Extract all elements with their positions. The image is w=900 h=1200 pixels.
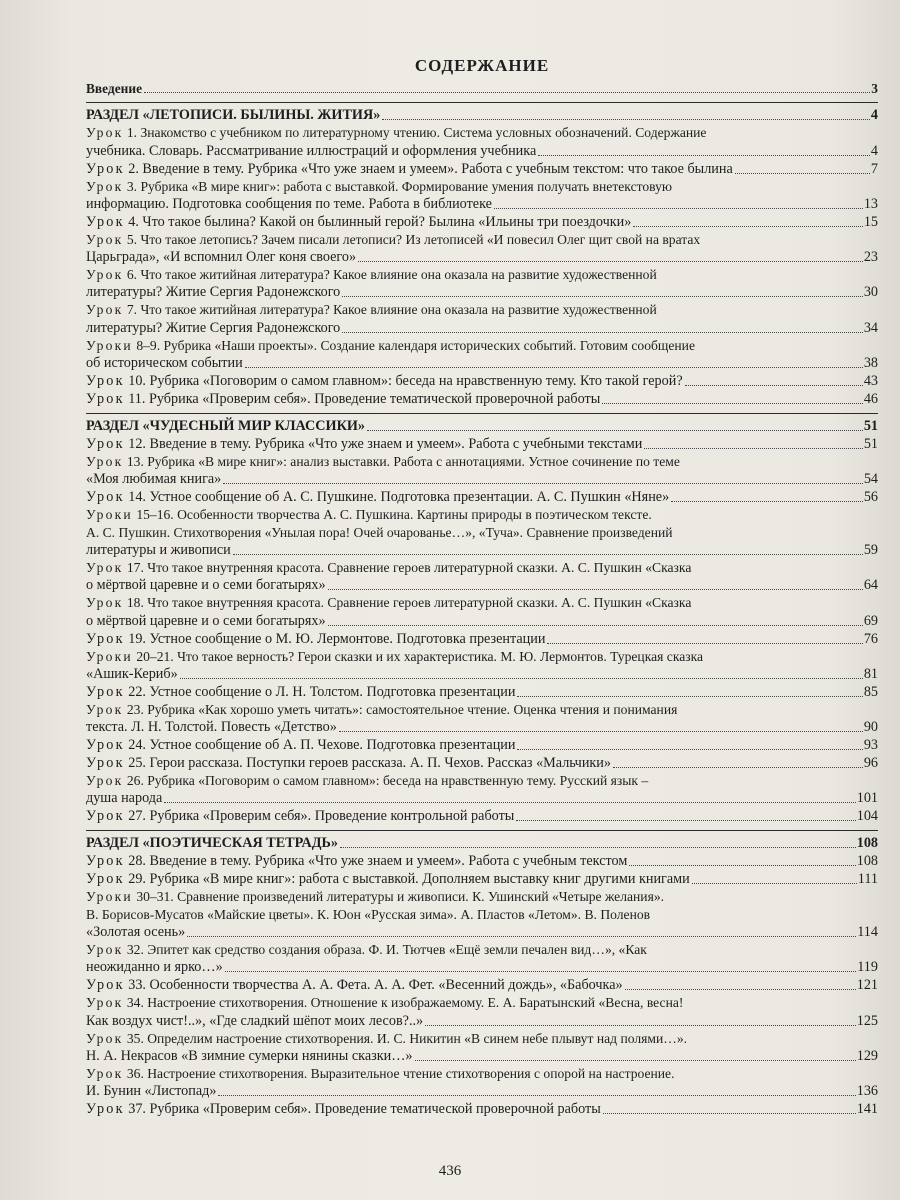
lesson-text: 37. Рубрика «Проверим себя». Проведение тематической проверочной работы bbox=[128, 1101, 601, 1118]
lesson-text: текста. Л. Н. Толстой. Повесть «Детство» bbox=[86, 719, 337, 736]
dot-leader bbox=[516, 820, 855, 821]
lesson-text: «Моя любимая книга» bbox=[86, 471, 222, 488]
lesson-prefix: Урок bbox=[86, 755, 125, 772]
lesson-prefix: Урок bbox=[86, 595, 124, 611]
entry-label: Введение bbox=[86, 81, 143, 96]
lesson-text: 2. Введение в тему. Рубрика «Что уже знаем и умеем». Работа с учебным текстом: что такое былина bbox=[128, 160, 733, 177]
entry-page: 85 bbox=[863, 683, 878, 700]
dot-leader bbox=[517, 696, 862, 697]
lesson-text: 13. Рубрика «В мире книг»: анализ выставки. Работа с аннотациями. Устное сочинение по теме bbox=[126, 454, 680, 470]
lesson-prefix: Урок bbox=[86, 559, 124, 575]
entry-page: 125 bbox=[856, 1012, 878, 1029]
dot-leader bbox=[339, 731, 863, 732]
lesson-text-wrap bbox=[86, 248, 356, 266]
toc-entry bbox=[86, 488, 878, 506]
toc-entry bbox=[86, 195, 878, 213]
lesson-text-wrap bbox=[86, 630, 545, 648]
lesson-prefix: Урок bbox=[86, 773, 124, 789]
lesson-line bbox=[86, 266, 878, 283]
dot-leader bbox=[633, 226, 862, 227]
entry-page: 13 bbox=[863, 195, 878, 212]
section-page: 108 bbox=[856, 835, 878, 852]
toc-entry bbox=[86, 1100, 878, 1118]
lesson-text: 24. Устное сообщение об А. П. Чехове. Подготовка презентации bbox=[128, 737, 516, 754]
lesson-line bbox=[86, 231, 878, 248]
lesson-line bbox=[86, 506, 878, 523]
dot-leader bbox=[625, 989, 856, 990]
dot-leader bbox=[494, 208, 863, 209]
lesson-text: 15–16. Особенности творчества А. С. Пушкина. Картины природы в поэтическом тексте. bbox=[136, 507, 652, 523]
dot-leader bbox=[644, 448, 862, 449]
dot-leader bbox=[164, 802, 855, 803]
lesson-text: информацию. Подготовка сообщения по теме. Работа в библиотеке bbox=[86, 195, 492, 212]
lesson-line bbox=[86, 941, 878, 958]
lesson-text-wrap bbox=[86, 142, 536, 160]
lesson-prefix: Урок bbox=[86, 391, 125, 408]
lesson-prefix: Урок bbox=[86, 995, 124, 1011]
lesson-prefix: Урок bbox=[86, 853, 125, 870]
toc-entry bbox=[86, 1012, 878, 1030]
toc-entry bbox=[86, 754, 878, 772]
lesson-text-wrap bbox=[86, 1082, 216, 1100]
intro-entry bbox=[86, 80, 878, 97]
lesson-prefix: Урок bbox=[86, 267, 124, 283]
lesson-text-wrap bbox=[86, 789, 162, 807]
toc-entry bbox=[86, 630, 878, 648]
entry-page: 4 bbox=[870, 142, 878, 159]
lesson-text: 17. Что такое внутренняя красота. Сравнение героев литературной сказки. А. С. Пушкин «Сказка bbox=[126, 559, 692, 575]
lesson-text: 28. Введение в тему. Рубрика «Что уже знаем и умеем». Работа с учебным текстом bbox=[128, 853, 628, 870]
lesson-text-wrap bbox=[86, 754, 611, 772]
dot-leader bbox=[547, 643, 862, 644]
lesson-prefix: Урок bbox=[86, 231, 124, 247]
dot-leader bbox=[342, 332, 863, 333]
lesson-text-wrap bbox=[86, 958, 223, 976]
dot-leader bbox=[538, 155, 870, 156]
lesson-text: 20–21. Что такое верность? Герои сказки и их характеристика. М. Ю. Лермонтов. Турецкая сказка bbox=[136, 648, 704, 664]
lesson-line bbox=[86, 337, 878, 354]
dot-leader bbox=[328, 625, 863, 626]
lesson-text: И. Бунин «Листопад» bbox=[86, 1083, 217, 1100]
lesson-text-wrap bbox=[86, 319, 340, 337]
entry-page: 69 bbox=[863, 612, 878, 629]
dot-leader bbox=[613, 767, 863, 768]
toc-entry bbox=[86, 870, 878, 888]
toc-entry bbox=[86, 665, 878, 683]
lesson-text: В. Борисов-Мусатов «Майские цветы». К. Юон «Русская зима». А. Пластов «Летом». В. Поленов bbox=[86, 906, 651, 922]
lesson-line bbox=[86, 301, 878, 318]
toc-entry bbox=[86, 807, 878, 825]
toc-entry bbox=[86, 923, 878, 941]
lesson-prefix: Урок bbox=[86, 213, 125, 230]
lesson-text: 29. Рубрика «В мире книг»: работа с выставкой. Дополняем выставку книг другими книгами bbox=[128, 871, 690, 888]
lesson-line bbox=[86, 772, 878, 789]
page-number: 436 bbox=[438, 1163, 462, 1179]
section-heading bbox=[86, 106, 878, 124]
lesson-text: учебника. Словарь. Рассматривание иллюстраций и оформления учебника bbox=[86, 142, 537, 159]
toc-entry bbox=[86, 435, 878, 453]
lesson-text-wrap bbox=[86, 683, 515, 701]
lesson-text-wrap bbox=[86, 870, 690, 888]
entry-page: 129 bbox=[856, 1047, 878, 1064]
toc-entry bbox=[86, 976, 878, 994]
lesson-prefix: Урок bbox=[86, 871, 125, 888]
lesson-text-wrap bbox=[86, 976, 623, 994]
entry-page: 96 bbox=[863, 755, 878, 772]
lesson-text-wrap bbox=[86, 213, 631, 231]
toc-entry bbox=[86, 612, 878, 630]
entry-page: 101 bbox=[856, 790, 878, 807]
lesson-line bbox=[86, 1065, 878, 1082]
section-title: РАЗДЕЛ «ЛЕТОПИСИ. БЫЛИНЫ. ЖИТИЯ» bbox=[86, 107, 381, 124]
toc-entry bbox=[86, 354, 878, 372]
entry-page: 59 bbox=[863, 541, 878, 558]
dot-leader bbox=[223, 483, 863, 484]
lesson-text-wrap bbox=[86, 488, 669, 506]
dot-leader bbox=[425, 1025, 856, 1026]
lesson-line bbox=[86, 906, 878, 923]
toc-section bbox=[86, 102, 878, 408]
toc-entry bbox=[86, 683, 878, 701]
entry-page: 64 bbox=[863, 577, 878, 594]
entry-page: 104 bbox=[856, 808, 878, 825]
lesson-text-wrap bbox=[86, 612, 326, 630]
lesson-text-wrap bbox=[86, 718, 337, 736]
dot-leader bbox=[692, 883, 857, 884]
lesson-line bbox=[86, 178, 878, 195]
lesson-prefix: Урок bbox=[86, 808, 125, 825]
section-page: 4 bbox=[870, 107, 878, 124]
lesson-text: Н. А. Некрасов «В зимние сумерки нянины сказки…» bbox=[86, 1047, 413, 1064]
lesson-prefix: Урок bbox=[86, 630, 125, 647]
entry-page: 119 bbox=[857, 959, 878, 976]
lesson-text: 10. Рубрика «Поговорим о самом главном»: беседа на нравственную тему. Кто такой герой? bbox=[128, 373, 683, 390]
entry-page: 46 bbox=[863, 391, 878, 408]
entry-page: 108 bbox=[856, 853, 878, 870]
lesson-text: 27. Рубрика «Проверим себя». Проведение контрольной работы bbox=[128, 808, 515, 825]
lesson-prefix: Урок bbox=[86, 737, 125, 754]
toc-entry bbox=[86, 470, 878, 488]
toc-entry bbox=[86, 541, 878, 559]
toc-entry bbox=[86, 576, 878, 594]
dot-leader bbox=[685, 385, 863, 386]
entry-page: 23 bbox=[863, 249, 878, 266]
lesson-line bbox=[86, 701, 878, 718]
lesson-line bbox=[86, 594, 878, 611]
lesson-line bbox=[86, 1030, 878, 1047]
lesson-text-wrap bbox=[86, 160, 733, 178]
lesson-text: 5. Что такое летопись? Зачем писали летописи? Из летописей «И повесил Олег щит свой на вратах bbox=[126, 231, 701, 247]
entry-page: 111 bbox=[857, 871, 878, 888]
lesson-prefix: Урок bbox=[86, 436, 125, 453]
entry-page: 30 bbox=[863, 284, 878, 301]
lesson-prefix: Урок bbox=[86, 373, 125, 390]
lesson-prefix: Уроки bbox=[86, 648, 133, 664]
lesson-prefix: Урок bbox=[86, 683, 125, 700]
lesson-text: о мёртвой царевне и о семи богатырях» bbox=[86, 577, 326, 594]
lesson-text: «Ашик-Кериб» bbox=[86, 665, 178, 682]
lesson-text: 11. Рубрика «Проверим себя». Проведение тематической проверочной работы bbox=[128, 391, 601, 408]
lesson-line bbox=[86, 453, 878, 470]
dot-leader bbox=[218, 1095, 855, 1096]
lesson-text: 35. Определим настроение стихотворения. И. С. Никитин «В синем небе плывут над полями…». bbox=[126, 1030, 688, 1046]
lesson-text: о мёртвой царевне и о семи богатырях» bbox=[86, 612, 326, 629]
entry-page: 114 bbox=[857, 924, 878, 941]
entry-page: 90 bbox=[863, 719, 878, 736]
dot-leader bbox=[602, 403, 863, 404]
lesson-text: 1. Знакомство с учебником по литературному чтению. Система условных обозначений. Содержание bbox=[126, 125, 707, 141]
lesson-text: «Золотая осень» bbox=[86, 924, 186, 941]
lesson-line bbox=[86, 888, 878, 905]
lesson-text-wrap bbox=[86, 852, 627, 870]
toc-entry bbox=[86, 160, 878, 178]
lesson-text: 34. Настроение стихотворения. Отношение к изображаемому. Е. А. Баратынский «Весна, весна! bbox=[126, 995, 684, 1011]
toc-entry bbox=[86, 852, 878, 870]
dot-leader bbox=[340, 847, 856, 848]
dot-leader bbox=[735, 173, 870, 174]
lesson-text: 7. Что такое житийная литература? Какое влияние она оказала на развитие художественной bbox=[126, 302, 657, 318]
entry-page: 76 bbox=[863, 630, 878, 647]
entry-page: 51 bbox=[863, 436, 878, 453]
lesson-text: А. С. Пушкин. Стихотворения «Унылая пора! Очей очарованье…», «Туча». Сравнение произведений bbox=[86, 524, 673, 540]
dot-leader bbox=[629, 865, 855, 866]
lesson-prefix: Урок bbox=[86, 977, 125, 994]
lesson-text: душа народа bbox=[86, 790, 163, 807]
toc-entry bbox=[86, 319, 878, 337]
entry-page: 38 bbox=[863, 355, 878, 372]
lesson-text: 14. Устное сообщение об А. С. Пушкине. Подготовка презентации. А. С. Пушкин «Няне» bbox=[128, 489, 670, 506]
entry-page: 3 bbox=[871, 81, 878, 96]
lesson-text-wrap bbox=[86, 1047, 413, 1065]
lesson-text-wrap bbox=[86, 807, 514, 825]
toc-entry bbox=[86, 142, 878, 160]
lesson-line bbox=[86, 648, 878, 665]
lesson-text: 22. Устное сообщение о Л. Н. Толстом. Подготовка презентации bbox=[128, 683, 516, 700]
table-of-contents bbox=[86, 56, 878, 1118]
lesson-text: неожиданно и ярко…» bbox=[86, 959, 223, 976]
toc-entry bbox=[86, 789, 878, 807]
lesson-text: 6. Что такое житийная литература? Какое влияние она оказала на развитие художественной bbox=[126, 267, 657, 283]
toc-entry bbox=[86, 248, 878, 266]
lesson-text-wrap bbox=[86, 283, 340, 301]
lesson-text-wrap bbox=[86, 1012, 423, 1030]
lesson-text-wrap bbox=[86, 923, 185, 941]
lesson-text-wrap bbox=[86, 390, 600, 408]
section-title: РАЗДЕЛ «ПОЭТИЧЕСКАЯ ТЕТРАДЬ» bbox=[86, 835, 338, 852]
lesson-prefix: Урок bbox=[86, 1101, 125, 1118]
dot-leader bbox=[517, 749, 862, 750]
lesson-text: 36. Настроение стихотворения. Выразительное чтение стихотворения с опорой на настроение. bbox=[126, 1065, 675, 1081]
lesson-line bbox=[86, 124, 878, 141]
entry-page: 121 bbox=[856, 977, 878, 994]
lesson-text: литературы? Житие Сергия Радонежского bbox=[86, 284, 341, 301]
lesson-line bbox=[86, 994, 878, 1011]
lesson-text-wrap bbox=[86, 576, 326, 594]
toc-entry bbox=[86, 390, 878, 408]
dot-leader bbox=[342, 296, 863, 297]
lesson-text: 3. Рубрика «В мире книг»: работа с выставкой. Формирование умения получать внетекстовую bbox=[126, 178, 673, 194]
lesson-prefix: Урок bbox=[86, 178, 124, 194]
lesson-text: Как воздух чист!..», «Где сладкий шёпот моих лесов?..» bbox=[86, 1012, 424, 1029]
dot-leader bbox=[233, 554, 863, 555]
lesson-prefix: Урок bbox=[86, 454, 124, 470]
lesson-text: 23. Рубрика «Как хорошо уметь читать»: самостоятельное чтение. Оценка чтения и понимания bbox=[126, 701, 678, 717]
toc-entry bbox=[86, 958, 878, 976]
toc-entry bbox=[86, 372, 878, 390]
lesson-prefix: Урок bbox=[86, 125, 124, 141]
lesson-text-wrap bbox=[86, 665, 178, 683]
dot-leader bbox=[415, 1060, 856, 1061]
lesson-prefix: Урок bbox=[86, 302, 124, 318]
entry-page: 56 bbox=[863, 489, 878, 506]
page-title: СОДЕРЖАНИЕ bbox=[414, 56, 550, 75]
lesson-text-wrap bbox=[86, 736, 515, 754]
entry-page: 15 bbox=[863, 213, 878, 230]
lesson-prefix: Уроки bbox=[86, 889, 133, 905]
lesson-text: литературы? Житие Сергия Радонежского bbox=[86, 319, 341, 336]
entry-page: 81 bbox=[863, 665, 878, 682]
entry-page: 141 bbox=[856, 1101, 878, 1118]
section-heading bbox=[86, 834, 878, 852]
lesson-line bbox=[86, 524, 878, 541]
dot-leader bbox=[382, 119, 870, 120]
entry-page: 93 bbox=[863, 737, 878, 754]
toc-section bbox=[86, 830, 878, 1118]
lesson-prefix: Уроки bbox=[86, 337, 133, 353]
dot-leader bbox=[328, 589, 863, 590]
entry-page: 54 bbox=[863, 471, 878, 488]
toc-section bbox=[86, 413, 878, 825]
toc-entry bbox=[86, 213, 878, 231]
dot-leader bbox=[358, 261, 863, 262]
lesson-text: об историческом событии bbox=[86, 355, 243, 372]
lesson-prefix: Урок bbox=[86, 1065, 124, 1081]
dot-leader bbox=[367, 430, 863, 431]
lesson-text: 33. Особенности творчества А. А. Фета. А. А. Фет. «Весенний дождь», «Бабочка» bbox=[128, 977, 623, 994]
lesson-text: 25. Герои рассказа. Поступки героев рассказа. А. П. Чехов. Рассказ «Мальчики» bbox=[128, 755, 611, 772]
toc-entry bbox=[86, 736, 878, 754]
lesson-text-wrap bbox=[86, 354, 243, 372]
lesson-prefix: Уроки bbox=[86, 507, 133, 523]
toc-entry bbox=[86, 80, 878, 97]
lesson-text: 19. Устное сообщение о М. Ю. Лермонтове. Подготовка презентации bbox=[128, 630, 546, 647]
entry-page: 7 bbox=[870, 160, 878, 177]
dot-leader bbox=[187, 936, 856, 937]
toc-entry bbox=[86, 1082, 878, 1100]
section-page: 51 bbox=[863, 418, 878, 435]
section-heading bbox=[86, 417, 878, 435]
lesson-text-wrap bbox=[86, 541, 231, 559]
lesson-line bbox=[86, 559, 878, 576]
lesson-text: литературы и живописи bbox=[86, 541, 231, 558]
lesson-text: 12. Введение в тему. Рубрика «Что уже знаем и умеем». Работа с учебными текстами bbox=[128, 436, 643, 453]
dot-leader bbox=[225, 971, 857, 972]
lesson-text: Царьграда», «И вспомнил Олег коня своего» bbox=[86, 249, 357, 266]
lesson-text: 4. Что такое былина? Какой он былинный герой? Былина «Ильины три поездочки» bbox=[128, 213, 632, 230]
dot-leader bbox=[180, 678, 863, 679]
lesson-prefix: Урок bbox=[86, 160, 125, 177]
entry-page: 136 bbox=[856, 1083, 878, 1100]
toc-entry bbox=[86, 1047, 878, 1065]
lesson-text: 26. Рубрика «Поговорим о самом главном»: беседа на нравственную тему. Русский язык – bbox=[126, 773, 649, 789]
lesson-text-wrap bbox=[86, 195, 492, 213]
lesson-prefix: Урок bbox=[86, 942, 124, 958]
dot-leader bbox=[603, 1113, 856, 1114]
toc-entry bbox=[86, 283, 878, 301]
dot-leader bbox=[671, 501, 863, 502]
entry-page: 34 bbox=[863, 319, 878, 336]
lesson-text-wrap bbox=[86, 435, 642, 453]
lesson-text-wrap bbox=[86, 372, 683, 390]
lesson-text: 18. Что такое внутренняя красота. Сравнение героев литературной сказки. А. С. Пушкин «Сказка bbox=[126, 595, 692, 611]
lesson-prefix: Урок bbox=[86, 489, 125, 506]
section-title: РАЗДЕЛ «ЧУДЕСНЫЙ МИР КЛАССИКИ» bbox=[86, 418, 365, 435]
lesson-text-wrap bbox=[86, 1100, 601, 1118]
lesson-prefix: Урок bbox=[86, 1030, 124, 1046]
toc-entry bbox=[86, 718, 878, 736]
dot-leader bbox=[144, 92, 870, 93]
lesson-text-wrap bbox=[86, 470, 221, 488]
lesson-prefix: Урок bbox=[86, 701, 124, 717]
entry-page: 43 bbox=[863, 373, 878, 390]
lesson-text: 30–31. Сравнение произведений литературы и живописи. К. Ушинский «Четыре желания». bbox=[136, 889, 665, 905]
lesson-text: 32. Эпитет как средство создания образа. Ф. И. Тютчев «Ещё земли печален вид…», «Как bbox=[126, 942, 647, 958]
lesson-text: 8–9. Рубрика «Наши проекты». Создание календаря исторических событий. Готовим сообщение bbox=[136, 337, 695, 353]
dot-leader bbox=[245, 367, 863, 368]
